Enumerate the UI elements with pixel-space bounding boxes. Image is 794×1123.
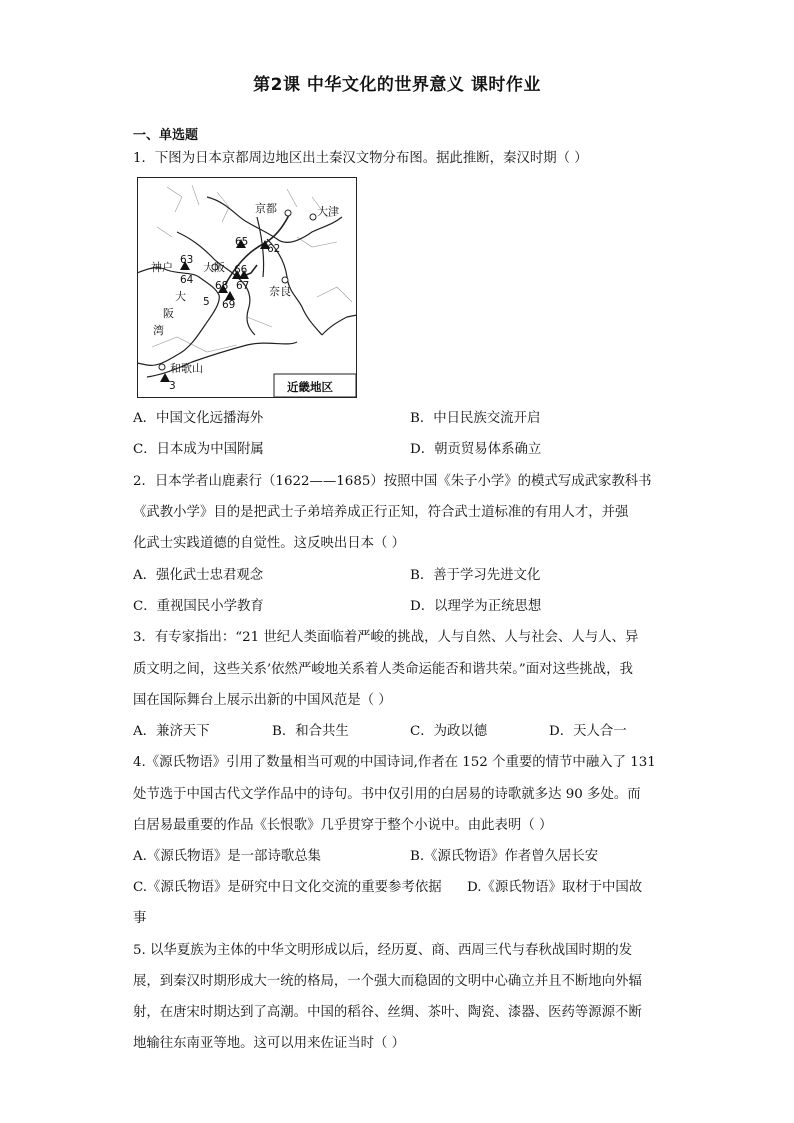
q4-option-d-continued: 事 <box>133 911 147 926</box>
q2-option-a: A．强化武士忠君观念 <box>133 568 264 583</box>
question-4-line: 4.《源氏物语》引用了数量相当可观的中国诗词,作者在 152 个重要的情节中融入了 131 <box>133 755 656 770</box>
q1-option-c: C．日本成为中国附属 <box>133 442 264 457</box>
q3-option-a: A．兼济天下 <box>133 724 210 739</box>
site-number: 5 <box>203 296 210 308</box>
question-5-line: 射，在唐宋时期达到了高潮。中国的稻谷、丝绸、茶叶、陶瓷、漆器、医药等源源不断 <box>133 1005 642 1020</box>
site-number: 64 <box>180 274 194 286</box>
label-nara: 奈良 <box>269 285 291 298</box>
site-number: 62 <box>267 243 281 255</box>
question-4-line: 处节选于中国古代文学作品中的诗句。书中仅引用的白居易的诗歌就多达 90 多处。而 <box>133 787 641 802</box>
label-bay-2: 阪 <box>163 307 174 320</box>
question-3-line: 3．有专家指出：“21 世纪人类面临着严峻的挑战，人与自然、人与社会、人与人、异 <box>133 630 639 645</box>
q2-option-b: B．善于学习先进文化 <box>410 568 541 583</box>
site-number: 3 <box>169 380 176 392</box>
question-5-line: 5. 以华夏族为主体的中华文明形成以后，经历夏、商、西周三代与春秋战国时期的发 <box>133 943 633 958</box>
q2-option-c: C．重视国民小学教育 <box>133 599 264 614</box>
site-number: 67 <box>236 280 250 292</box>
q4-option-b: B.《源氏物语》作者曾久居长安 <box>410 849 599 864</box>
section-heading: 一、单选题 <box>133 128 199 143</box>
question-3-line: 质文明之间，这些关系’依然严峻地关系着人类命运能否和谐共荣。”面对这些挑战，我 <box>133 662 633 677</box>
label-kyoto: 京都 <box>255 202 277 215</box>
page-title: 第2课 中华文化的世界意义 课时作业 <box>253 75 541 95</box>
label-osaka: 大阪 <box>203 261 225 274</box>
kinki-region-map <box>137 177 357 398</box>
site-number: 63 <box>180 254 194 266</box>
label-wakayama: 和歌山 <box>170 362 203 375</box>
site-number: 65 <box>235 236 249 248</box>
question-2-line: 化武士实践道德的自觉性。这反映出日本（ ） <box>133 536 406 551</box>
q1-option-a: A．中国文化远播海外 <box>133 411 264 426</box>
map-legend-title: 近畿地区 <box>287 380 333 394</box>
question-1-stem: 1．下图为日本京都周边地区出土秦汉文物分布图。据此推断，秦汉时期（ ） <box>133 151 588 166</box>
q3-option-b: B．和合共生 <box>272 724 349 739</box>
question-5-line: 地输往东南亚等地。这可以用来佐证当时（ ） <box>133 1036 406 1051</box>
question-5-line: 展，到秦汉时期形成大一统的格局，一个强大而稳固的文明中心确立并且不断地向外辐 <box>133 974 642 989</box>
q4-option-c: C.《源氏物语》是研究中日文化交流的重要参考依据 <box>133 880 442 895</box>
q4-option-d: D.《源氏物语》取材于中国故 <box>467 880 643 895</box>
label-kobe: 神户 <box>151 261 173 274</box>
question-4-line: 白居易最重要的作品《长恨歌》几乎贯穿于整个小说中。由此表明（ ） <box>133 818 553 833</box>
site-number: 66 <box>234 264 248 276</box>
question-2-line: 《武教小学》目的是把武士子弟培养成正行正知，符合武士道标准的有用人才，并强 <box>133 505 629 520</box>
label-otsu: 大津 <box>317 205 339 218</box>
q1-option-b: B．中日民族交流开启 <box>410 411 541 426</box>
q3-option-c: C．为政以德 <box>410 724 488 739</box>
q1-option-d: D．朝贡贸易体系确立 <box>410 442 542 457</box>
label-bay-1: 大 <box>175 290 186 303</box>
question-2-line: 2．日本学者山鹿素行（1622——1685）按照中国《朱子小学》的模式写成武家教科书 <box>133 474 652 489</box>
q2-option-d: D．以理学为正统思想 <box>410 599 542 614</box>
site-number: 69 <box>222 299 236 311</box>
label-bay-3: 湾 <box>153 324 164 337</box>
question-3-line: 国在国际舞台上展示出新的中国风范是（ ） <box>133 693 392 708</box>
q4-option-a: A.《源氏物语》是一部诗歌总集 <box>133 849 322 864</box>
q3-option-d: D．天人合一 <box>549 724 627 739</box>
site-number: 68 <box>215 280 229 292</box>
